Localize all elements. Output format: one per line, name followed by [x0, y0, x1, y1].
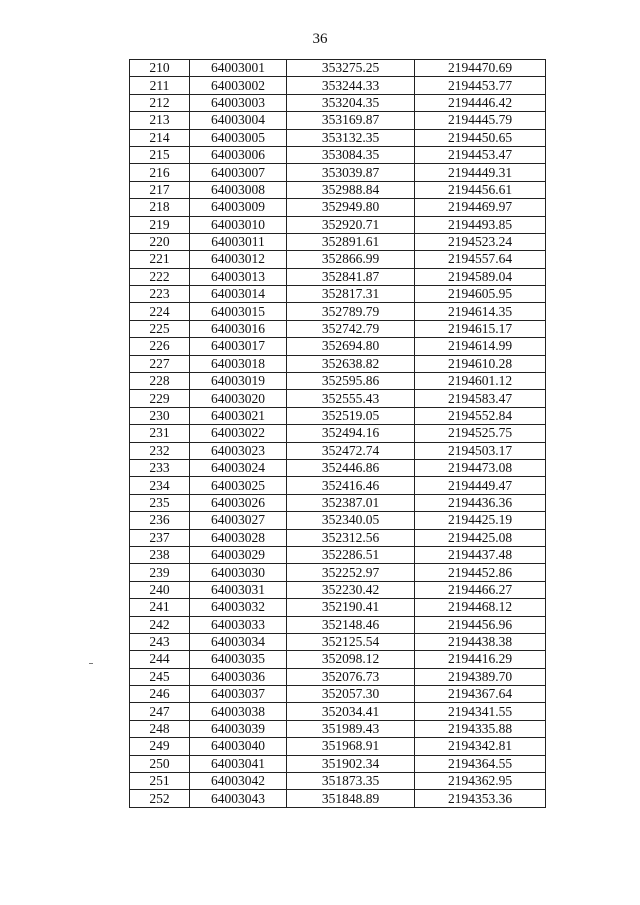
table-row	[130, 390, 546, 407]
point-id-cell: 64003017	[190, 338, 287, 355]
point-id-cell: 64003023	[190, 442, 287, 459]
x-coordinate-cell: 352057.30	[287, 686, 415, 703]
x-coordinate-cell: 352286.51	[287, 546, 415, 563]
point-number-cell: 222	[130, 268, 190, 285]
table-row	[130, 686, 546, 703]
y-coordinate-cell: 2194466.27	[415, 581, 546, 598]
point-number-cell: 240	[130, 581, 190, 598]
point-id-cell: 64003029	[190, 546, 287, 563]
x-coordinate-cell: 353039.87	[287, 164, 415, 181]
point-number-cell: 214	[130, 129, 190, 146]
point-number-cell: 216	[130, 164, 190, 181]
point-id-cell: 64003030	[190, 564, 287, 581]
table-row	[130, 373, 546, 390]
point-number-cell: 229	[130, 390, 190, 407]
point-id-cell: 64003021	[190, 407, 287, 424]
y-coordinate-cell: 2194601.12	[415, 373, 546, 390]
y-coordinate-cell: 2194552.84	[415, 407, 546, 424]
point-id-cell: 64003016	[190, 320, 287, 337]
y-coordinate-cell: 2194450.65	[415, 129, 546, 146]
x-coordinate-cell: 352387.01	[287, 494, 415, 511]
table-row	[130, 129, 546, 146]
point-number-cell: 245	[130, 668, 190, 685]
point-id-cell: 64003012	[190, 251, 287, 268]
x-coordinate-cell: 352340.05	[287, 512, 415, 529]
x-coordinate-cell: 352312.56	[287, 529, 415, 546]
point-number-cell: 239	[130, 564, 190, 581]
point-number-cell: 225	[130, 320, 190, 337]
point-id-cell: 64003025	[190, 477, 287, 494]
x-coordinate-cell: 353275.25	[287, 60, 415, 77]
point-id-cell: 64003003	[190, 94, 287, 111]
table-row	[130, 599, 546, 616]
x-coordinate-cell: 352949.80	[287, 199, 415, 216]
table-row	[130, 616, 546, 633]
point-id-cell: 64003035	[190, 651, 287, 668]
x-coordinate-cell: 352555.43	[287, 390, 415, 407]
y-coordinate-cell: 2194449.31	[415, 164, 546, 181]
point-number-cell: 224	[130, 303, 190, 320]
table-row	[130, 773, 546, 790]
point-number-cell: 220	[130, 233, 190, 250]
table-row	[130, 703, 546, 720]
coordinates-table	[129, 59, 546, 808]
point-number-cell: 213	[130, 112, 190, 129]
y-coordinate-cell: 2194605.95	[415, 286, 546, 303]
x-coordinate-cell: 351989.43	[287, 720, 415, 737]
y-coordinate-cell: 2194557.64	[415, 251, 546, 268]
x-coordinate-cell: 351968.91	[287, 738, 415, 755]
table-row	[130, 338, 546, 355]
table-row	[130, 94, 546, 111]
point-id-cell: 64003032	[190, 599, 287, 616]
table-row	[130, 581, 546, 598]
point-number-cell: 249	[130, 738, 190, 755]
table-row	[130, 720, 546, 737]
point-id-cell: 64003004	[190, 112, 287, 129]
point-number-cell: 243	[130, 633, 190, 650]
y-coordinate-cell: 2194353.36	[415, 790, 546, 807]
table-row	[130, 146, 546, 163]
table-row	[130, 181, 546, 198]
x-coordinate-cell: 352098.12	[287, 651, 415, 668]
y-coordinate-cell: 2194362.95	[415, 773, 546, 790]
x-coordinate-cell: 352742.79	[287, 320, 415, 337]
x-coordinate-cell: 352519.05	[287, 407, 415, 424]
point-number-cell: 236	[130, 512, 190, 529]
table-row	[130, 251, 546, 268]
table-row	[130, 512, 546, 529]
y-coordinate-cell: 2194449.47	[415, 477, 546, 494]
x-coordinate-cell: 352034.41	[287, 703, 415, 720]
y-coordinate-cell: 2194437.48	[415, 546, 546, 563]
y-coordinate-cell: 2194493.85	[415, 216, 546, 233]
x-coordinate-cell: 352891.61	[287, 233, 415, 250]
point-id-cell: 64003034	[190, 633, 287, 650]
table-row	[130, 494, 546, 511]
point-id-cell: 64003042	[190, 773, 287, 790]
point-number-cell: 211	[130, 77, 190, 94]
x-coordinate-cell: 352416.46	[287, 477, 415, 494]
table-row	[130, 755, 546, 772]
table-row	[130, 199, 546, 216]
point-number-cell: 238	[130, 546, 190, 563]
x-coordinate-cell: 352866.99	[287, 251, 415, 268]
y-coordinate-cell: 2194523.24	[415, 233, 546, 250]
point-number-cell: 215	[130, 146, 190, 163]
point-id-cell: 64003040	[190, 738, 287, 755]
point-id-cell: 64003024	[190, 459, 287, 476]
table-row	[130, 651, 546, 668]
point-number-cell: 250	[130, 755, 190, 772]
point-number-cell: 234	[130, 477, 190, 494]
x-coordinate-cell: 352148.46	[287, 616, 415, 633]
x-coordinate-cell: 352472.74	[287, 442, 415, 459]
table-row	[130, 738, 546, 755]
y-coordinate-cell: 2194367.64	[415, 686, 546, 703]
table-row	[130, 268, 546, 285]
point-number-cell: 247	[130, 703, 190, 720]
point-id-cell: 64003038	[190, 703, 287, 720]
x-coordinate-cell: 352190.41	[287, 599, 415, 616]
point-number-cell: 227	[130, 355, 190, 372]
x-coordinate-cell: 352125.54	[287, 633, 415, 650]
point-id-cell: 64003036	[190, 668, 287, 685]
point-number-cell: 244	[130, 651, 190, 668]
point-number-cell: 218	[130, 199, 190, 216]
point-number-cell: 251	[130, 773, 190, 790]
point-number-cell: 231	[130, 425, 190, 442]
point-id-cell: 64003033	[190, 616, 287, 633]
point-number-cell: 226	[130, 338, 190, 355]
point-number-cell: 242	[130, 616, 190, 633]
y-coordinate-cell: 2194525.75	[415, 425, 546, 442]
point-id-cell: 64003026	[190, 494, 287, 511]
point-number-cell: 246	[130, 686, 190, 703]
point-number-cell: 252	[130, 790, 190, 807]
x-coordinate-cell: 351902.34	[287, 755, 415, 772]
table-row	[130, 77, 546, 94]
point-id-cell: 64003006	[190, 146, 287, 163]
table-row	[130, 529, 546, 546]
point-id-cell: 64003008	[190, 181, 287, 198]
point-id-cell: 64003019	[190, 373, 287, 390]
y-coordinate-cell: 2194456.61	[415, 181, 546, 198]
point-id-cell: 64003020	[190, 390, 287, 407]
y-coordinate-cell: 2194589.04	[415, 268, 546, 285]
point-id-cell: 64003014	[190, 286, 287, 303]
point-number-cell: 212	[130, 94, 190, 111]
point-id-cell: 64003043	[190, 790, 287, 807]
y-coordinate-cell: 2194452.86	[415, 564, 546, 581]
point-id-cell: 64003037	[190, 686, 287, 703]
point-number-cell: 232	[130, 442, 190, 459]
y-coordinate-cell: 2194445.79	[415, 112, 546, 129]
x-coordinate-cell: 352841.87	[287, 268, 415, 285]
x-coordinate-cell: 352230.42	[287, 581, 415, 598]
x-coordinate-cell: 353204.35	[287, 94, 415, 111]
table-row	[130, 216, 546, 233]
table-row	[130, 303, 546, 320]
point-id-cell: 64003002	[190, 77, 287, 94]
table-row	[130, 668, 546, 685]
point-id-cell: 64003009	[190, 199, 287, 216]
coordinates-table-body	[130, 60, 546, 808]
y-coordinate-cell: 2194583.47	[415, 390, 546, 407]
x-coordinate-cell: 352252.97	[287, 564, 415, 581]
x-coordinate-cell: 353132.35	[287, 129, 415, 146]
y-coordinate-cell: 2194470.69	[415, 60, 546, 77]
stray-mark	[89, 663, 93, 664]
x-coordinate-cell: 353169.87	[287, 112, 415, 129]
point-id-cell: 64003001	[190, 60, 287, 77]
y-coordinate-cell: 2194446.42	[415, 94, 546, 111]
x-coordinate-cell: 352446.86	[287, 459, 415, 476]
y-coordinate-cell: 2194453.47	[415, 146, 546, 163]
y-coordinate-cell: 2194341.55	[415, 703, 546, 720]
x-coordinate-cell: 353244.33	[287, 77, 415, 94]
y-coordinate-cell: 2194453.77	[415, 77, 546, 94]
y-coordinate-cell: 2194456.96	[415, 616, 546, 633]
x-coordinate-cell: 352638.82	[287, 355, 415, 372]
table-row	[130, 286, 546, 303]
y-coordinate-cell: 2194614.35	[415, 303, 546, 320]
table-row	[130, 233, 546, 250]
point-number-cell: 241	[130, 599, 190, 616]
y-coordinate-cell: 2194438.38	[415, 633, 546, 650]
point-number-cell: 235	[130, 494, 190, 511]
point-id-cell: 64003013	[190, 268, 287, 285]
x-coordinate-cell: 352494.16	[287, 425, 415, 442]
point-number-cell: 210	[130, 60, 190, 77]
y-coordinate-cell: 2194614.99	[415, 338, 546, 355]
x-coordinate-cell: 353084.35	[287, 146, 415, 163]
x-coordinate-cell: 352694.80	[287, 338, 415, 355]
table-row	[130, 442, 546, 459]
point-number-cell: 230	[130, 407, 190, 424]
point-id-cell: 64003028	[190, 529, 287, 546]
page-number: 36	[312, 31, 328, 47]
y-coordinate-cell: 2194436.36	[415, 494, 546, 511]
point-number-cell: 237	[130, 529, 190, 546]
point-id-cell: 64003011	[190, 233, 287, 250]
table-row	[130, 164, 546, 181]
point-id-cell: 64003041	[190, 755, 287, 772]
point-number-cell: 233	[130, 459, 190, 476]
point-number-cell: 221	[130, 251, 190, 268]
table-row	[130, 546, 546, 563]
point-id-cell: 64003027	[190, 512, 287, 529]
table-row	[130, 564, 546, 581]
point-number-cell: 228	[130, 373, 190, 390]
y-coordinate-cell: 2194610.28	[415, 355, 546, 372]
y-coordinate-cell: 2194335.88	[415, 720, 546, 737]
x-coordinate-cell: 352789.79	[287, 303, 415, 320]
y-coordinate-cell: 2194389.70	[415, 668, 546, 685]
x-coordinate-cell: 352988.84	[287, 181, 415, 198]
point-id-cell: 64003018	[190, 355, 287, 372]
y-coordinate-cell: 2194425.08	[415, 529, 546, 546]
table-row	[130, 633, 546, 650]
point-id-cell: 64003005	[190, 129, 287, 146]
x-coordinate-cell: 352920.71	[287, 216, 415, 233]
y-coordinate-cell: 2194342.81	[415, 738, 546, 755]
table-row	[130, 355, 546, 372]
point-id-cell: 64003039	[190, 720, 287, 737]
y-coordinate-cell: 2194468.12	[415, 599, 546, 616]
table-row	[130, 320, 546, 337]
table-row	[130, 60, 546, 77]
point-id-cell: 64003007	[190, 164, 287, 181]
table-row	[130, 112, 546, 129]
point-id-cell: 64003010	[190, 216, 287, 233]
point-id-cell: 64003015	[190, 303, 287, 320]
x-coordinate-cell: 352076.73	[287, 668, 415, 685]
x-coordinate-cell: 352595.86	[287, 373, 415, 390]
table-row	[130, 477, 546, 494]
table-row	[130, 425, 546, 442]
x-coordinate-cell: 351873.35	[287, 773, 415, 790]
x-coordinate-cell: 351848.89	[287, 790, 415, 807]
point-id-cell: 64003031	[190, 581, 287, 598]
point-number-cell: 217	[130, 181, 190, 198]
y-coordinate-cell: 2194503.17	[415, 442, 546, 459]
x-coordinate-cell: 352817.31	[287, 286, 415, 303]
table-row	[130, 790, 546, 807]
y-coordinate-cell: 2194425.19	[415, 512, 546, 529]
y-coordinate-cell: 2194416.29	[415, 651, 546, 668]
table-row	[130, 407, 546, 424]
point-id-cell: 64003022	[190, 425, 287, 442]
y-coordinate-cell: 2194615.17	[415, 320, 546, 337]
y-coordinate-cell: 2194364.55	[415, 755, 546, 772]
table-row	[130, 459, 546, 476]
point-number-cell: 248	[130, 720, 190, 737]
y-coordinate-cell: 2194469.97	[415, 199, 546, 216]
point-number-cell: 219	[130, 216, 190, 233]
point-number-cell: 223	[130, 286, 190, 303]
y-coordinate-cell: 2194473.08	[415, 459, 546, 476]
